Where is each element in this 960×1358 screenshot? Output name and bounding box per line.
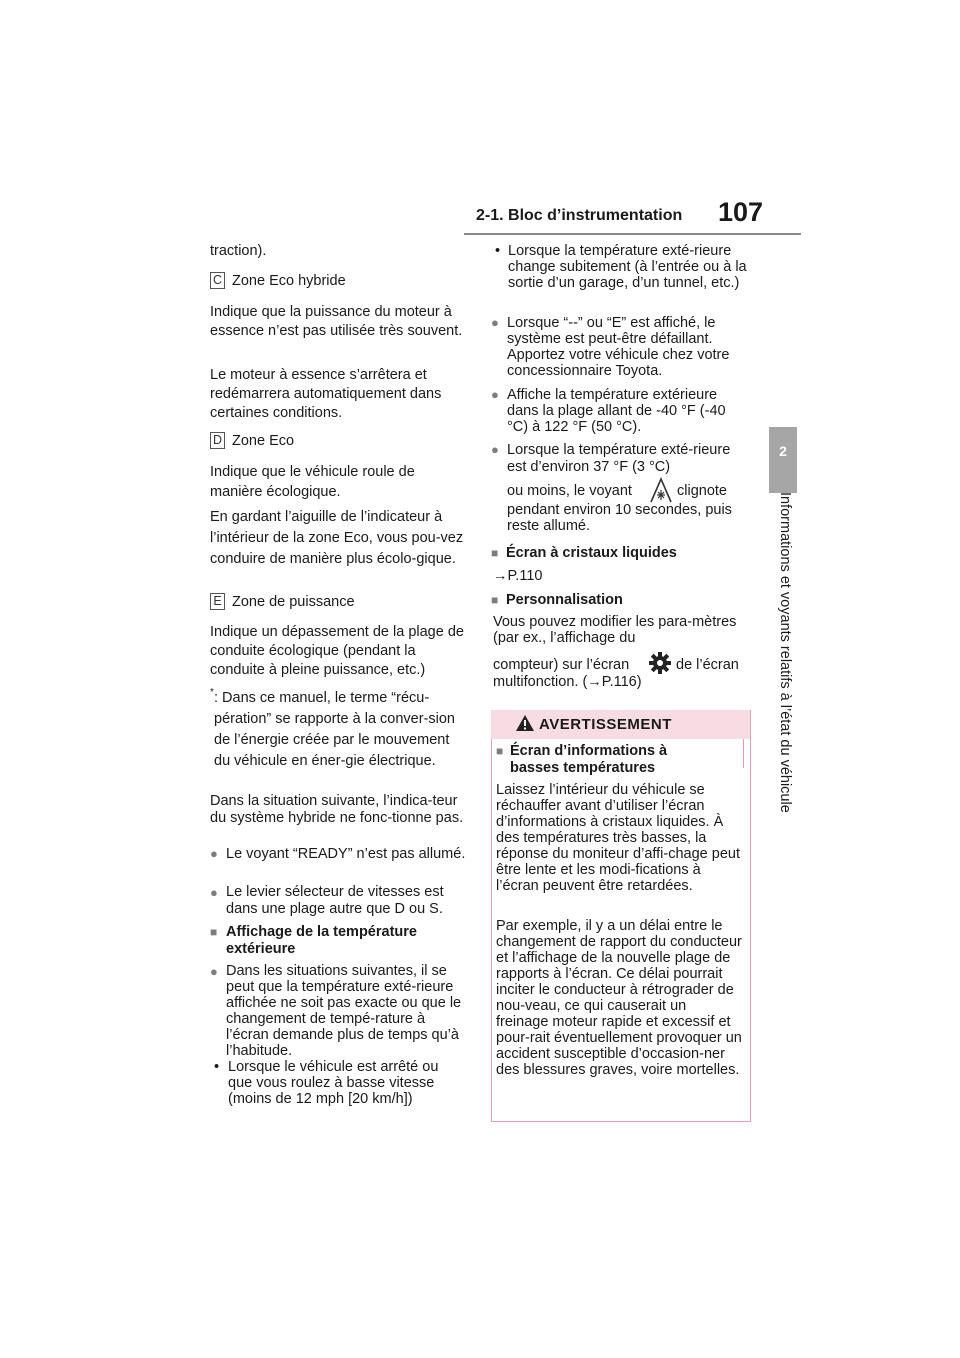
paragraph: pendant environ 10 secondes, puis reste allumé.: [507, 502, 732, 534]
bullet-item: Lorsque la température exté-rieure est d’environ 37 °F (3 °C): [507, 442, 731, 475]
bullet-item: Le levier sélecteur de vitesses est dans une plage autre que D ou S.: [226, 884, 444, 917]
ice-warning-icon: [649, 477, 673, 503]
dash-bullet: •: [495, 243, 501, 259]
chapter-tab: [769, 427, 797, 493]
inline-text: ou moins, le voyant: [507, 483, 632, 499]
zone-title: Zone Eco hybride: [232, 273, 346, 289]
zone-label-e: E: [210, 593, 225, 610]
square-bullet-icon: ■: [210, 925, 218, 939]
warning-paragraph: Laissez l’intérieur du véhicule se réchauffer avant d’utiliser l’écran d’informations à cristaux liquides. À des températures très basses, la réponse du moniteur d’affi-chage peut être lente et les modi-fications à l’écran peuvent être retardées.: [496, 782, 740, 894]
footnote-mark: *: [210, 687, 214, 698]
inline-text: multifonction. (→P.116): [493, 674, 642, 690]
footnote: : Dans ce manuel, le terme “récu-pération” se rapporte à la conver-sion de l’énergie créée par le mouvement du véhicule en éner-gie électrique.: [214, 690, 455, 769]
paragraph: En gardant l’aiguille de l’indicateur à l’intérieur de la zone Eco, vous pou-vez conduire de manière plus écolo-gique.: [210, 509, 464, 567]
page-reference: →P.110: [493, 568, 543, 584]
warning-triangle-icon: [515, 714, 535, 732]
bullet-icon: ●: [210, 964, 218, 979]
chapter-number: 2: [779, 443, 787, 459]
paragraph: Dans la situation suivante, l’indica-teur du système hybride ne fonc-tionne pas.: [210, 793, 464, 826]
warning-paragraph: Par exemple, il y a un délai entre le changement de rapport du conducteur et l’affichage de la nouvelle plage de rapports à l’écran. Ce délai pourrait inciter le conducteur à rétrograder de nou-veau, ce qui causerait un freinage moteur rapide et excessif et pour-rait éventuellement provoquer un accident susceptible d’occasion-ner des blessures graves, voire mortelles.: [496, 918, 742, 1078]
square-bullet-icon: ■: [491, 546, 499, 560]
section-title: 2-1. Bloc d’instrumentation: [476, 207, 683, 224]
bullet-icon: ●: [491, 442, 499, 457]
zone-label-d: D: [210, 432, 225, 449]
subheading: Écran à cristaux liquides: [506, 545, 677, 561]
subheading: Affichage de la température extérieure: [226, 924, 417, 957]
dash-bullet: •: [214, 1059, 220, 1075]
chapter-title-text: Informations et voyants relatifs à l’état du véhicule: [777, 492, 793, 813]
bullet-item: Lorsque “--” ou “E” est affiché, le système est peut-être défaillant. Apportez votre véhicule chez votre concessionnaire Toyota.: [507, 315, 730, 379]
paragraph: Indique un dépassement de la plage de conduite écologique (pendant la conduite à pleine puissance, etc.): [210, 624, 464, 678]
bullet-icon: ●: [491, 315, 499, 330]
paragraph: Vous pouvez modifier les para-mètres (par ex., l’affichage du: [493, 614, 737, 646]
inline-text: clignote: [677, 483, 727, 499]
sub-bullet-item: Lorsque la température exté-rieure change subitement (à l’entrée ou à la sortie d’un garage, d’un tunnel, etc.): [508, 243, 747, 291]
square-bullet-icon: ■: [491, 593, 499, 607]
bullet-item: Le voyant “READY” n’est pas allumé.: [226, 846, 466, 862]
paragraph: Le moteur à essence s’arrêtera et redémarrera automatiquement dans certaines conditions.: [210, 367, 442, 421]
square-bullet-icon: ■: [496, 744, 504, 758]
bullet-item: Affiche la température extérieure dans la plage allant de -40 °F (-40 °C) à 122 °F (50 °C).: [507, 387, 726, 435]
header-rule: [464, 233, 801, 235]
sub-bullet-item: Lorsque le véhicule est arrêté ou que vous roulez à basse vitesse (moins de 12 mph [20 km/h]): [228, 1059, 439, 1107]
paragraph: traction).: [210, 243, 267, 259]
inline-text: compteur) sur l’écran: [493, 657, 630, 673]
bullet-icon: ●: [210, 885, 218, 900]
zone-title: Zone de puissance: [232, 594, 355, 610]
bullet-icon: ●: [210, 846, 218, 861]
paragraph: Indique que le véhicule roule de manière écologique.: [210, 464, 415, 500]
zone-title: Zone Eco: [232, 433, 295, 449]
paragraph: Indique que la puissance du moteur à essence n’est pas utilisée très souvent.: [210, 304, 463, 339]
chapter-title-vertical: [775, 492, 793, 872]
bullet-item: Dans les situations suivantes, il se peut que la température exté-rieure affichée ne soit pas exacte ou que le changement de tempé-rature à l’écran demande plus de temps qu’à l’habitude.: [226, 963, 462, 1059]
warning-divider: [743, 739, 744, 768]
subheading: Personnalisation: [506, 592, 623, 608]
bullet-icon: ●: [491, 387, 499, 402]
warning-heading: Écran d’informations à basses températures: [510, 743, 668, 776]
gear-icon: [648, 651, 672, 675]
zone-label-c: C: [210, 272, 225, 289]
warning-title: AVERTISSEMENT: [539, 716, 672, 733]
inline-text: de l’écran: [676, 657, 739, 673]
page-number: 107: [718, 197, 764, 227]
